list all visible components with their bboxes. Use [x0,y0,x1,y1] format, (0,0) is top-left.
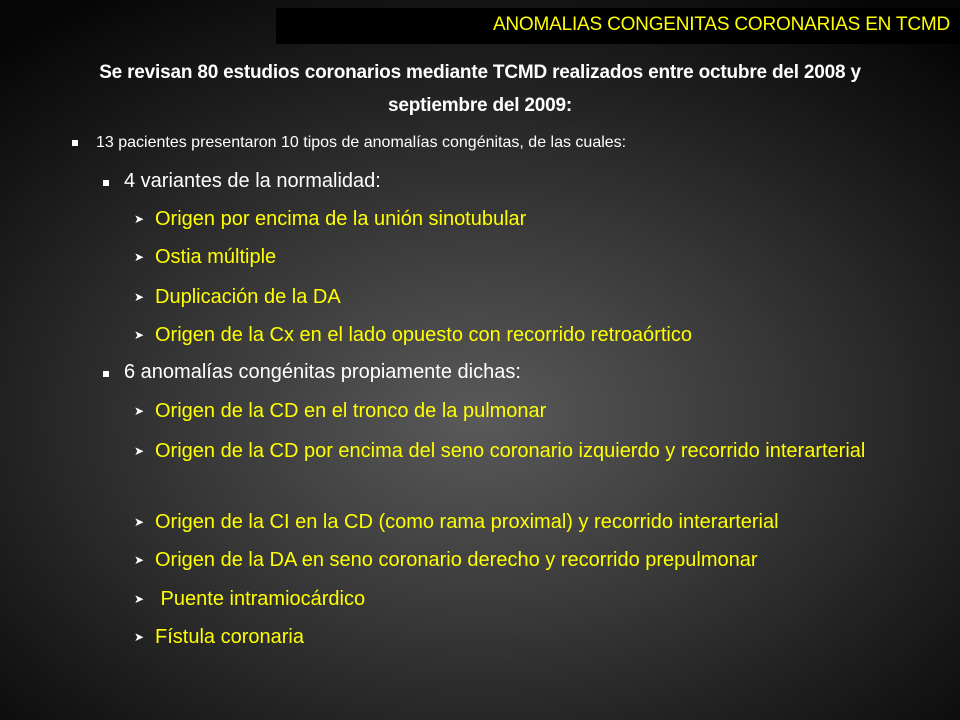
title-bar [276,8,960,44]
square-bullet-icon [103,371,109,377]
group1-heading: 4 variantes de la normalidad: [124,170,381,192]
summary-text: 13 pacientes presentaron 10 tipos de anomalías congénitas, de las cuales: [96,134,627,151]
arrow-bullet-icon: ➤ [134,290,145,304]
arrow-bullet-icon: ➤ [134,553,145,567]
arrow-bullet-icon: ➤ [134,630,145,644]
slide-title: ANOMALIAS CONGENITAS CORONARIAS EN TCMD [492,14,950,35]
list-item: Duplicación de la DA [155,286,341,308]
group2-heading: 6 anomalías congénitas propiamente dichas: [124,361,521,383]
list-item: Origen por encima de la unión sinotubular [155,208,527,230]
arrow-bullet-icon: ➤ [134,444,145,458]
arrow-bullet-icon: ➤ [134,212,145,226]
list-item: Origen de la Cx en el lado opuesto con recorrido retroaórtico [155,324,692,346]
arrow-bullet-icon: ➤ [134,515,145,529]
arrow-bullet-icon: ➤ [134,404,145,418]
arrow-bullet-icon: ➤ [134,250,145,264]
square-bullet-icon [72,140,78,146]
list-item: Puente intramiocárdico [155,588,366,610]
list-item: Origen de la DA en seno coronario derecho y recorrido prepulmonar [155,549,758,571]
list-item: Origen de la CI en la CD (como rama proximal) y recorrido interarterial [155,511,779,533]
arrow-bullet-icon: ➤ [134,592,145,606]
arrow-bullet-icon: ➤ [134,328,145,342]
list-item: Origen de la CD en el tronco de la pulmonar [155,400,547,422]
list-item: Fístula coronaria [155,626,304,648]
intro-text: Se revisan 80 estudios coronarios mediante TCMD realizados entre octubre del 2008 y septiembre del 2009: [99,62,861,116]
list-item: Origen de la CD por encima del seno coronario izquierdo y recorrido interarterial [155,440,866,462]
square-bullet-icon [103,180,109,186]
list-item: Ostia múltiple [155,246,277,268]
